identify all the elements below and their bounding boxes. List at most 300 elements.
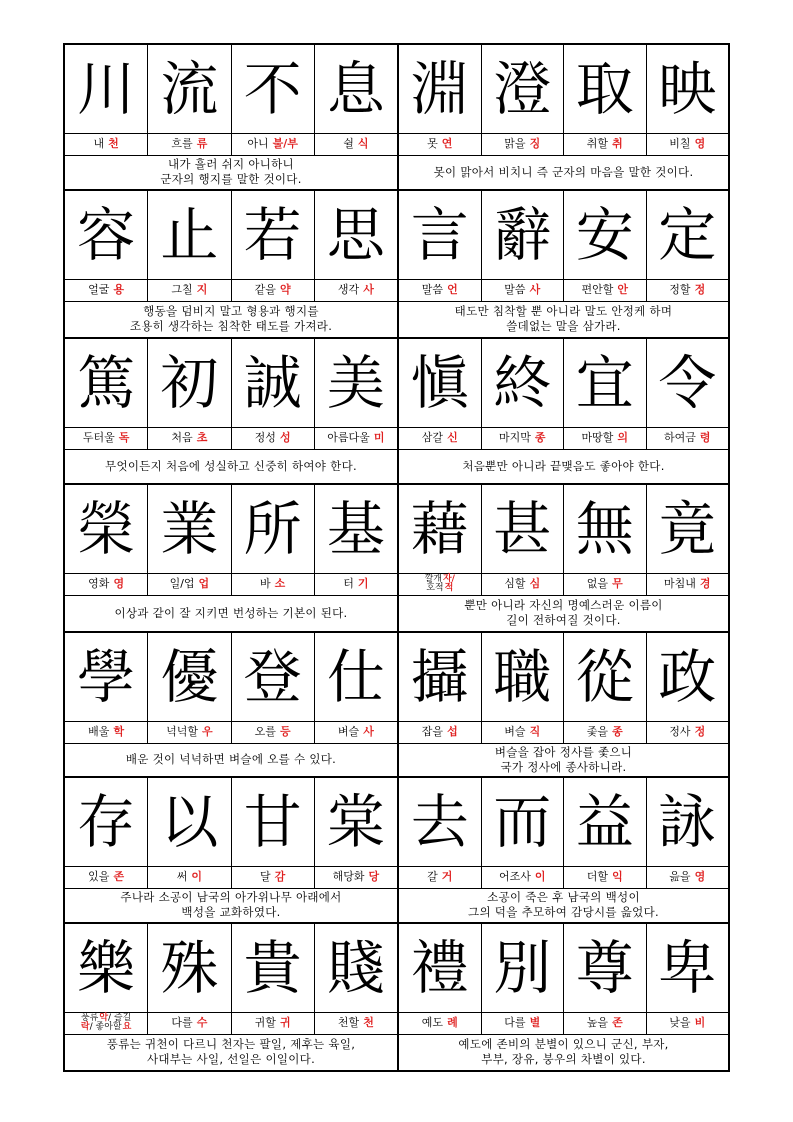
hanja-reading (148, 279, 231, 301)
reading-meaning: 비칠 (669, 137, 691, 151)
verse-explanation (65, 449, 397, 483)
reading-sound: 사 (529, 283, 541, 297)
reading-row (65, 427, 397, 450)
reading-sound: 업 (198, 577, 210, 591)
hanja-character: 所 (232, 485, 315, 573)
reading-sound: 정 (694, 725, 706, 739)
reading-sound: 존 (612, 1016, 623, 1030)
verse-row (65, 485, 728, 633)
verse-row (65, 778, 728, 924)
reading-sound: 기 (357, 577, 369, 591)
hanja-row (65, 485, 397, 574)
explanation-line: 예도에 존비의 분별이 있으니 군신, 부자, (458, 1037, 669, 1051)
verse-row (65, 191, 728, 339)
reading-row (65, 279, 397, 302)
reading-sound: 영 (694, 870, 706, 884)
reading-meaning: 귀할 (254, 1016, 276, 1030)
hanja-reading (482, 866, 565, 888)
reading-meaning: 아름다울 (327, 431, 370, 445)
verse-block-right (397, 45, 728, 189)
explanation-line: 부부, 장유, 붕우의 차별이 있다. (481, 1052, 646, 1066)
hanja-character: 止 (148, 191, 231, 279)
reading-meaning: 낮을 (669, 1016, 691, 1030)
hanja-character: 別 (482, 924, 565, 1012)
hanja-character: 宜 (564, 339, 647, 427)
hanja-character: 登 (232, 633, 315, 721)
verse-row (65, 339, 728, 485)
hanja-character: 思 (326, 201, 385, 269)
explanation-line: 백성을 교화하였다. (181, 905, 281, 919)
reading-meaning: 마지막 (498, 431, 531, 445)
reading-row (399, 1012, 728, 1035)
hanja-reading (564, 427, 647, 449)
reading-sound: 악 (99, 1012, 109, 1023)
reading-sound: 요 (122, 1022, 132, 1032)
explanation-line: 풍류는 귀천이 다르니 천자는 팔일, 제후는 육일, (106, 1037, 356, 1051)
hanja-character: 而 (482, 778, 565, 866)
verse-block-left (65, 633, 397, 776)
reading-sound: 천 (363, 1016, 374, 1030)
explanation-line: 사대부는 사일, 선일은 이일이다. (146, 1052, 316, 1066)
hanja-reading (232, 279, 315, 301)
hanja-character: 息 (326, 55, 385, 123)
hanja-reading (564, 279, 647, 301)
hanja-character: 定 (658, 201, 717, 269)
explanation-line: 못이 맑아서 비치니 즉 군자의 마음을 말한 것이다. (433, 164, 694, 179)
reading-sound: 존 (113, 870, 125, 884)
hanja-character: 若 (232, 191, 315, 279)
hanja-reading (232, 427, 315, 449)
hanja-reading (65, 721, 148, 743)
reading-row (65, 133, 397, 156)
hanja-reading (315, 1012, 397, 1034)
reading-row (399, 427, 728, 450)
reading-sound: 귀 (279, 1016, 291, 1030)
verse-block-right (397, 485, 728, 631)
hanja-character: 甚 (482, 485, 565, 573)
verse-block-left (65, 924, 397, 1070)
reading-sound: 섭 (447, 725, 458, 739)
reading-meaning: 정성 (254, 431, 276, 445)
reading-meaning: 오를 (254, 725, 276, 739)
reading-sound: 적 (444, 583, 454, 593)
verse-block-right (397, 339, 728, 483)
reading-meaning: / 즐길 (108, 1012, 132, 1023)
verse-explanation (399, 743, 728, 776)
hanja-character: 詠 (658, 788, 717, 856)
hanja-reading (65, 1012, 148, 1034)
reading-meaning: 좇을 (586, 725, 609, 739)
hanja-row (399, 485, 728, 574)
reading-meaning: 다를 (171, 1016, 193, 1030)
verse-explanation (65, 301, 397, 337)
hanja-character: 仕 (326, 643, 385, 711)
explanation-line: 태도만 침착할 뿐 아니라 말도 안정케 하며 (454, 304, 673, 318)
reading-meaning: 정사 (669, 725, 691, 739)
reading-meaning: 써 (176, 870, 188, 884)
reading-sound: 사 (363, 725, 374, 739)
reading-meaning: 편안할 (581, 283, 614, 297)
hanja-reading (647, 427, 729, 449)
hanja-row (399, 633, 728, 722)
hanja-reading (65, 573, 148, 595)
verse-block-left (65, 191, 397, 337)
hanja-character: 棠 (326, 788, 385, 856)
reading-sound: 이 (191, 870, 203, 884)
hanja-character: 樂 (65, 924, 148, 1012)
verse-explanation (65, 595, 397, 631)
reading-sound: 등 (279, 725, 291, 739)
reading-row (65, 721, 397, 744)
verse-block-right (397, 778, 728, 922)
reading-row (399, 279, 728, 302)
reading-meaning: 같을 (254, 283, 276, 297)
reading-row (399, 573, 728, 596)
hanja-character: 禮 (399, 924, 482, 1012)
reading-row (65, 573, 397, 596)
hanja-reading (399, 573, 482, 595)
hanja-reading (482, 721, 565, 743)
hanja-reading (399, 866, 482, 888)
verse-row (65, 924, 728, 1070)
reading-sound: 령 (699, 431, 711, 445)
hanja-reading (399, 721, 482, 743)
reading-meaning: 터 (343, 577, 354, 591)
verse-block-right (397, 191, 728, 337)
hanja-reading (647, 866, 729, 888)
reading-sound: 신 (447, 431, 458, 445)
reading-meaning: 맑을 (504, 137, 526, 151)
hanja-reading (65, 866, 148, 888)
reading-meaning: 해당화 (332, 870, 365, 884)
reading-meaning: 내 (93, 137, 105, 151)
hanja-reading (564, 721, 647, 743)
reading-sound: 초 (196, 431, 208, 445)
reading-sound: 심 (529, 577, 541, 591)
explanation-line: 무엇이든지 처음에 성실하고 신중히 하여야 한다. (105, 458, 357, 473)
hanja-reading (399, 279, 482, 301)
reading-line (81, 1023, 131, 1032)
hanja-reading (315, 427, 397, 449)
reading-meaning: 호적 (426, 583, 444, 593)
reading-meaning: 갈 (427, 870, 438, 884)
reading-sound: 독 (118, 431, 130, 445)
hanja-reading (564, 866, 647, 888)
hanja-character: 基 (326, 495, 385, 563)
reading-sound: 수 (196, 1016, 208, 1030)
hanja-reading (482, 1012, 565, 1034)
hanja-reading (564, 573, 647, 595)
hanja-character: 容 (65, 191, 148, 279)
reading-sound: 우 (202, 725, 213, 739)
hanja-character: 殊 (148, 924, 231, 1012)
hanja-character: 以 (148, 778, 231, 866)
hanja-reading (65, 279, 148, 301)
hanja-character: 藉 (399, 485, 482, 573)
verse-explanation (399, 888, 728, 922)
reading-sound: 미 (373, 431, 385, 445)
reading-meaning: 벼슬 (504, 725, 526, 739)
hanja-row (65, 633, 397, 722)
hanja-row (399, 339, 728, 428)
hanja-reading (399, 1012, 482, 1034)
reading-meaning: 삼갈 (421, 431, 444, 445)
reading-sound: 종 (534, 431, 546, 445)
reading-sound: 의 (617, 431, 629, 445)
hanja-character: 無 (564, 485, 647, 573)
reading-meaning: 두터울 (82, 431, 115, 445)
reading-meaning: 심할 (504, 577, 526, 591)
reading-meaning: 벼슬 (337, 725, 360, 739)
hanja-character: 尊 (564, 924, 647, 1012)
reading-sound: 불/부 (272, 137, 298, 151)
hanja-character: 攝 (399, 633, 482, 721)
hanja-character: 貴 (232, 924, 315, 1012)
reading-sound: 별 (529, 1016, 541, 1030)
explanation-line: 이상과 같이 잘 지키면 번성하는 기본이 된다. (114, 605, 348, 620)
hanja-row (65, 924, 397, 1013)
explanation-line: 조용히 생각하는 침착한 태도를 가져라. (129, 319, 333, 333)
hanja-reading (315, 133, 397, 155)
verse-row (65, 633, 728, 778)
verse-explanation (399, 595, 728, 631)
hanja-reading (232, 866, 315, 888)
hanja-reading (148, 1012, 231, 1034)
reading-meaning: 마땅할 (581, 431, 614, 445)
reading-meaning: 잡을 (421, 725, 444, 739)
reading-meaning: 하여금 (663, 431, 696, 445)
hanja-character: 學 (65, 633, 148, 721)
hanja-reading (647, 133, 729, 155)
reading-row (399, 721, 728, 744)
hanja-row (399, 778, 728, 867)
verse-explanation (399, 449, 728, 483)
hanja-character: 終 (482, 339, 565, 427)
hanja-character: 去 (399, 778, 482, 866)
verse-block-left (65, 339, 397, 483)
reading-sound: 사 (363, 283, 374, 297)
hanja-character: 取 (564, 45, 647, 133)
reading-sound: 소 (274, 577, 286, 591)
reading-sound: 용 (113, 283, 125, 297)
reading-meaning: 넉넉할 (166, 725, 198, 739)
reading-meaning: 얼굴 (88, 283, 110, 297)
hanja-reading (399, 133, 482, 155)
reading-meaning: 다를 (504, 1016, 526, 1030)
reading-sound: 학 (113, 725, 125, 739)
reading-sound: 천 (108, 137, 119, 151)
hanja-character: 淵 (399, 45, 482, 133)
reading-sound: 징 (529, 137, 541, 151)
hanja-reading (315, 721, 397, 743)
reading-sound: 이 (534, 870, 546, 884)
explanation-line: 행동을 덤비지 말고 형용과 행지를 (143, 304, 319, 318)
reading-meaning: 달 (259, 870, 271, 884)
hanja-reading (232, 1012, 315, 1034)
hanja-reading (232, 133, 315, 155)
hanja-reading (482, 133, 565, 155)
reading-sound: 안 (617, 283, 629, 297)
hanja-character: 不 (232, 45, 315, 133)
verse-explanation (65, 155, 397, 189)
hanja-reading (315, 573, 397, 595)
reading-meaning: 영화 (88, 577, 110, 591)
reading-meaning: 깔개 (424, 573, 442, 584)
reading-sound: 지 (196, 283, 208, 297)
reading-row (399, 866, 728, 889)
hanja-character: 榮 (65, 485, 148, 573)
reading-meaning: 일/업 (169, 577, 195, 591)
reading-row (399, 133, 728, 156)
explanation-line: 배운 것이 넉넉하면 벼슬에 오를 수 있다. (125, 752, 337, 766)
hanja-character: 流 (148, 45, 231, 133)
verse-block-right (397, 924, 728, 1070)
hanja-character: 美 (326, 349, 385, 417)
hanja-character: 卑 (658, 934, 717, 1002)
reading-sound: 감 (274, 870, 286, 884)
hanja-character: 令 (658, 349, 717, 417)
reading-meaning: 말씀 (421, 283, 444, 297)
reading-sound: 경 (699, 577, 711, 591)
reading-meaning: 생각 (337, 283, 360, 297)
reading-meaning: 쉴 (343, 137, 354, 151)
reading-meaning: 못 (427, 137, 438, 151)
hanja-character: 職 (482, 633, 565, 721)
hanja-character: 安 (564, 191, 647, 279)
reading-line (426, 584, 453, 593)
reading-meaning: 어조사 (498, 870, 531, 884)
hanja-reading (148, 427, 231, 449)
hanja-character: 竟 (658, 495, 717, 563)
hanja-reading (315, 866, 397, 888)
verse-row (65, 45, 728, 191)
reading-meaning: 처음 (171, 431, 193, 445)
hanja-character: 誠 (232, 339, 315, 427)
hanja-character: 存 (65, 778, 148, 866)
reading-sound: 성 (279, 431, 291, 445)
reading-meaning: 바 (259, 577, 271, 591)
hanja-reading (148, 133, 231, 155)
reading-meaning: 더할 (586, 870, 609, 884)
reading-sound: 당 (368, 870, 380, 884)
reading-meaning: 말씀 (504, 283, 526, 297)
hanja-row (399, 924, 728, 1013)
hanja-character: 賤 (326, 934, 385, 1002)
verse-explanation (65, 1034, 397, 1070)
reading-meaning: 흐를 (171, 137, 193, 151)
hanja-reading (148, 866, 231, 888)
hanja-character: 川 (65, 45, 148, 133)
reading-meaning: 아니 (247, 137, 269, 151)
reading-sound: 약 (279, 283, 291, 297)
hanja-character: 辭 (482, 191, 565, 279)
hanja-reading (315, 279, 397, 301)
explanation-line: 군자의 행지를 말한 것이다. (160, 172, 302, 186)
reading-sound: 식 (357, 137, 369, 151)
reading-row (65, 866, 397, 889)
reading-meaning: 예도 (421, 1016, 444, 1030)
explanation-line: 벼슬을 잡아 정사를 좇으니 (494, 744, 633, 759)
explanation-line: 주나라 소공이 남국의 아가위나무 아래에서 (120, 890, 342, 904)
hanja-reading (482, 427, 565, 449)
reading-meaning: 있을 (88, 870, 110, 884)
explanation-line: 내가 흘러 쉬지 아니하니 (168, 157, 294, 171)
reading-meaning: 배울 (88, 725, 110, 739)
verse-block-left (65, 778, 397, 922)
hanja-row (65, 778, 397, 867)
reading-meaning: 풍류 (80, 1012, 99, 1023)
verse-explanation (65, 743, 397, 776)
hanja-character: 澄 (482, 45, 565, 133)
hanja-row (65, 191, 397, 280)
reading-meaning: 마침내 (663, 577, 696, 591)
reading-sound: 연 (441, 137, 453, 151)
hanja-character: 益 (564, 778, 647, 866)
reading-sound: 직 (529, 725, 541, 739)
verse-explanation (399, 155, 728, 189)
reading-sound: 영 (113, 577, 125, 591)
reading-meaning: / 좋아할 (89, 1022, 122, 1032)
verse-block-left (65, 45, 397, 189)
hanja-row (65, 45, 397, 134)
reading-sound: 자/ (442, 573, 455, 584)
hanja-character: 政 (658, 643, 717, 711)
verse-explanation (399, 1034, 728, 1070)
reading-meaning: 읊을 (669, 870, 691, 884)
verse-explanation (65, 888, 397, 922)
hanja-reading (65, 427, 148, 449)
reading-sound: 례 (447, 1016, 458, 1030)
reading-meaning: 그칠 (171, 283, 193, 297)
reading-meaning: 높을 (586, 1016, 609, 1030)
explanation-line: 국가 정사에 종사하니라. (500, 759, 627, 774)
hanja-character: 映 (658, 55, 717, 123)
verse-block-right (397, 633, 728, 776)
reading-sound: 류 (196, 137, 208, 151)
hanja-reading (647, 721, 729, 743)
hanja-row (399, 45, 728, 134)
reading-meaning: 정할 (669, 283, 691, 297)
reading-sound: 언 (447, 283, 458, 297)
explanation-line: 길이 전하여질 것이다. (506, 613, 621, 627)
hanja-character: 言 (399, 191, 482, 279)
hanja-character: 篤 (65, 339, 148, 427)
worksheet-grid (63, 43, 730, 1072)
verse-explanation (399, 301, 728, 337)
hanja-reading (647, 279, 729, 301)
hanja-row (399, 191, 728, 280)
reading-row (65, 1012, 397, 1035)
hanja-character: 從 (564, 633, 647, 721)
reading-sound: 무 (612, 577, 623, 591)
hanja-character: 業 (148, 485, 231, 573)
reading-meaning: 취할 (586, 137, 609, 151)
hanja-reading (399, 427, 482, 449)
hanja-reading (148, 721, 231, 743)
reading-sound: 익 (612, 870, 623, 884)
hanja-reading (482, 279, 565, 301)
hanja-reading (65, 133, 148, 155)
reading-sound: 락 (80, 1022, 90, 1032)
reading-meaning: 천할 (337, 1016, 360, 1030)
explanation-line: 소공이 죽은 후 남국의 백성이 (487, 890, 640, 904)
reading-sound: 정 (694, 283, 706, 297)
hanja-reading (148, 573, 231, 595)
hanja-character: 愼 (399, 339, 482, 427)
hanja-character: 初 (148, 339, 231, 427)
reading-sound: 종 (612, 725, 623, 739)
hanja-reading (232, 721, 315, 743)
